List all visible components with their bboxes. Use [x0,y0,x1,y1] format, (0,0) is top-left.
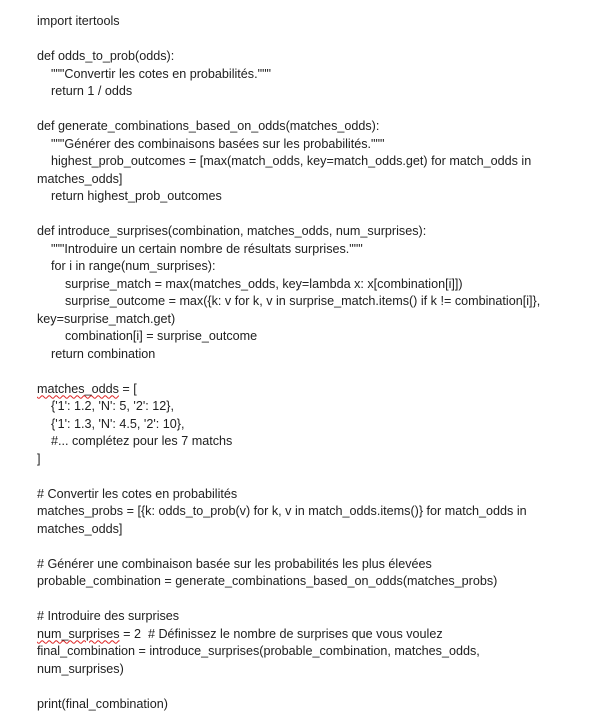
code-line: """Convertir les cotes en probabilités.""" [37,66,272,81]
code-line: matches_odds = [ [37,381,137,396]
spellcheck-underline: num_surprises [37,626,120,641]
code-line: num_surprises = 2 # Définissez le nombre de surprises que vous voulez [37,626,443,641]
code-line: return 1 / odds [37,84,133,98]
code-line: final_combination = introduce_surprises(probable_combination, matches_odds, [37,644,480,658]
code-line: {'1': 1.3, 'N': 4.5, '2': 10}, [37,416,185,431]
code-line: surprise_match = max(matches_odds, key=lambda x: x[combination[i]]) [37,276,463,291]
code-line: print(final_combination) [37,696,168,711]
code-line: highest_prob_outcomes = [max(match_odds, key=match_odds.get) for match_odds in [37,154,532,168]
blank-line [37,678,567,696]
code-line: surprise_outcome = max({k: v for k, v in surprise_match.items() if k != combination[i]}, [37,294,541,308]
code-line: combination[i] = surprise_outcome [37,329,258,343]
code-line: matches_probs = [{k: odds_to_prob(v) for k, v in match_odds.items()} for match_odds in [37,504,527,518]
code-line: return combination [37,346,156,361]
code-line: matches_odds] [37,521,123,536]
blank-line [37,31,567,49]
blank-line [37,363,567,381]
blank-line [37,591,567,609]
code-line: ] [37,451,41,466]
blank-line [37,101,567,119]
spellcheck-underline: matches_odds [37,381,119,396]
code-line: return highest_prob_outcomes [37,189,222,203]
code-line: # Convertir les cotes en probabilités [37,486,238,501]
code-line: key=surprise_match.get) [37,311,176,326]
code-line: matches_odds] [37,171,123,186]
code-line: for i in range(num_surprises): [37,259,216,273]
blank-line [37,468,567,486]
code-line: """Générer des combinaisons basées sur les probabilités.""" [37,136,385,151]
code-line: # Introduire des surprises [37,609,180,623]
blank-line [37,538,567,556]
document-body [37,13,567,713]
code-line: probable_combination = generate_combinations_based_on_odds(matches_probs) [37,574,498,588]
code-line: # Générer une combinaison basée sur les probabilités les plus élevées [37,556,432,571]
code-line: num_surprises) [37,661,124,676]
code-line: """Introduire un certain nombre de résultats surprises.""" [37,241,363,256]
code-line: #... complétez pour les 7 matchs [37,434,233,448]
code-line: import itertools [37,14,120,28]
blank-line [37,206,567,224]
code-line: {'1': 1.2, 'N': 5, '2': 12}, [37,399,174,413]
code-line: def odds_to_prob(odds): [37,49,175,63]
code-line: def introduce_surprises(combination, matches_odds, num_surprises): [37,224,427,238]
code-line: def generate_combinations_based_on_odds(matches_odds): [37,119,380,133]
